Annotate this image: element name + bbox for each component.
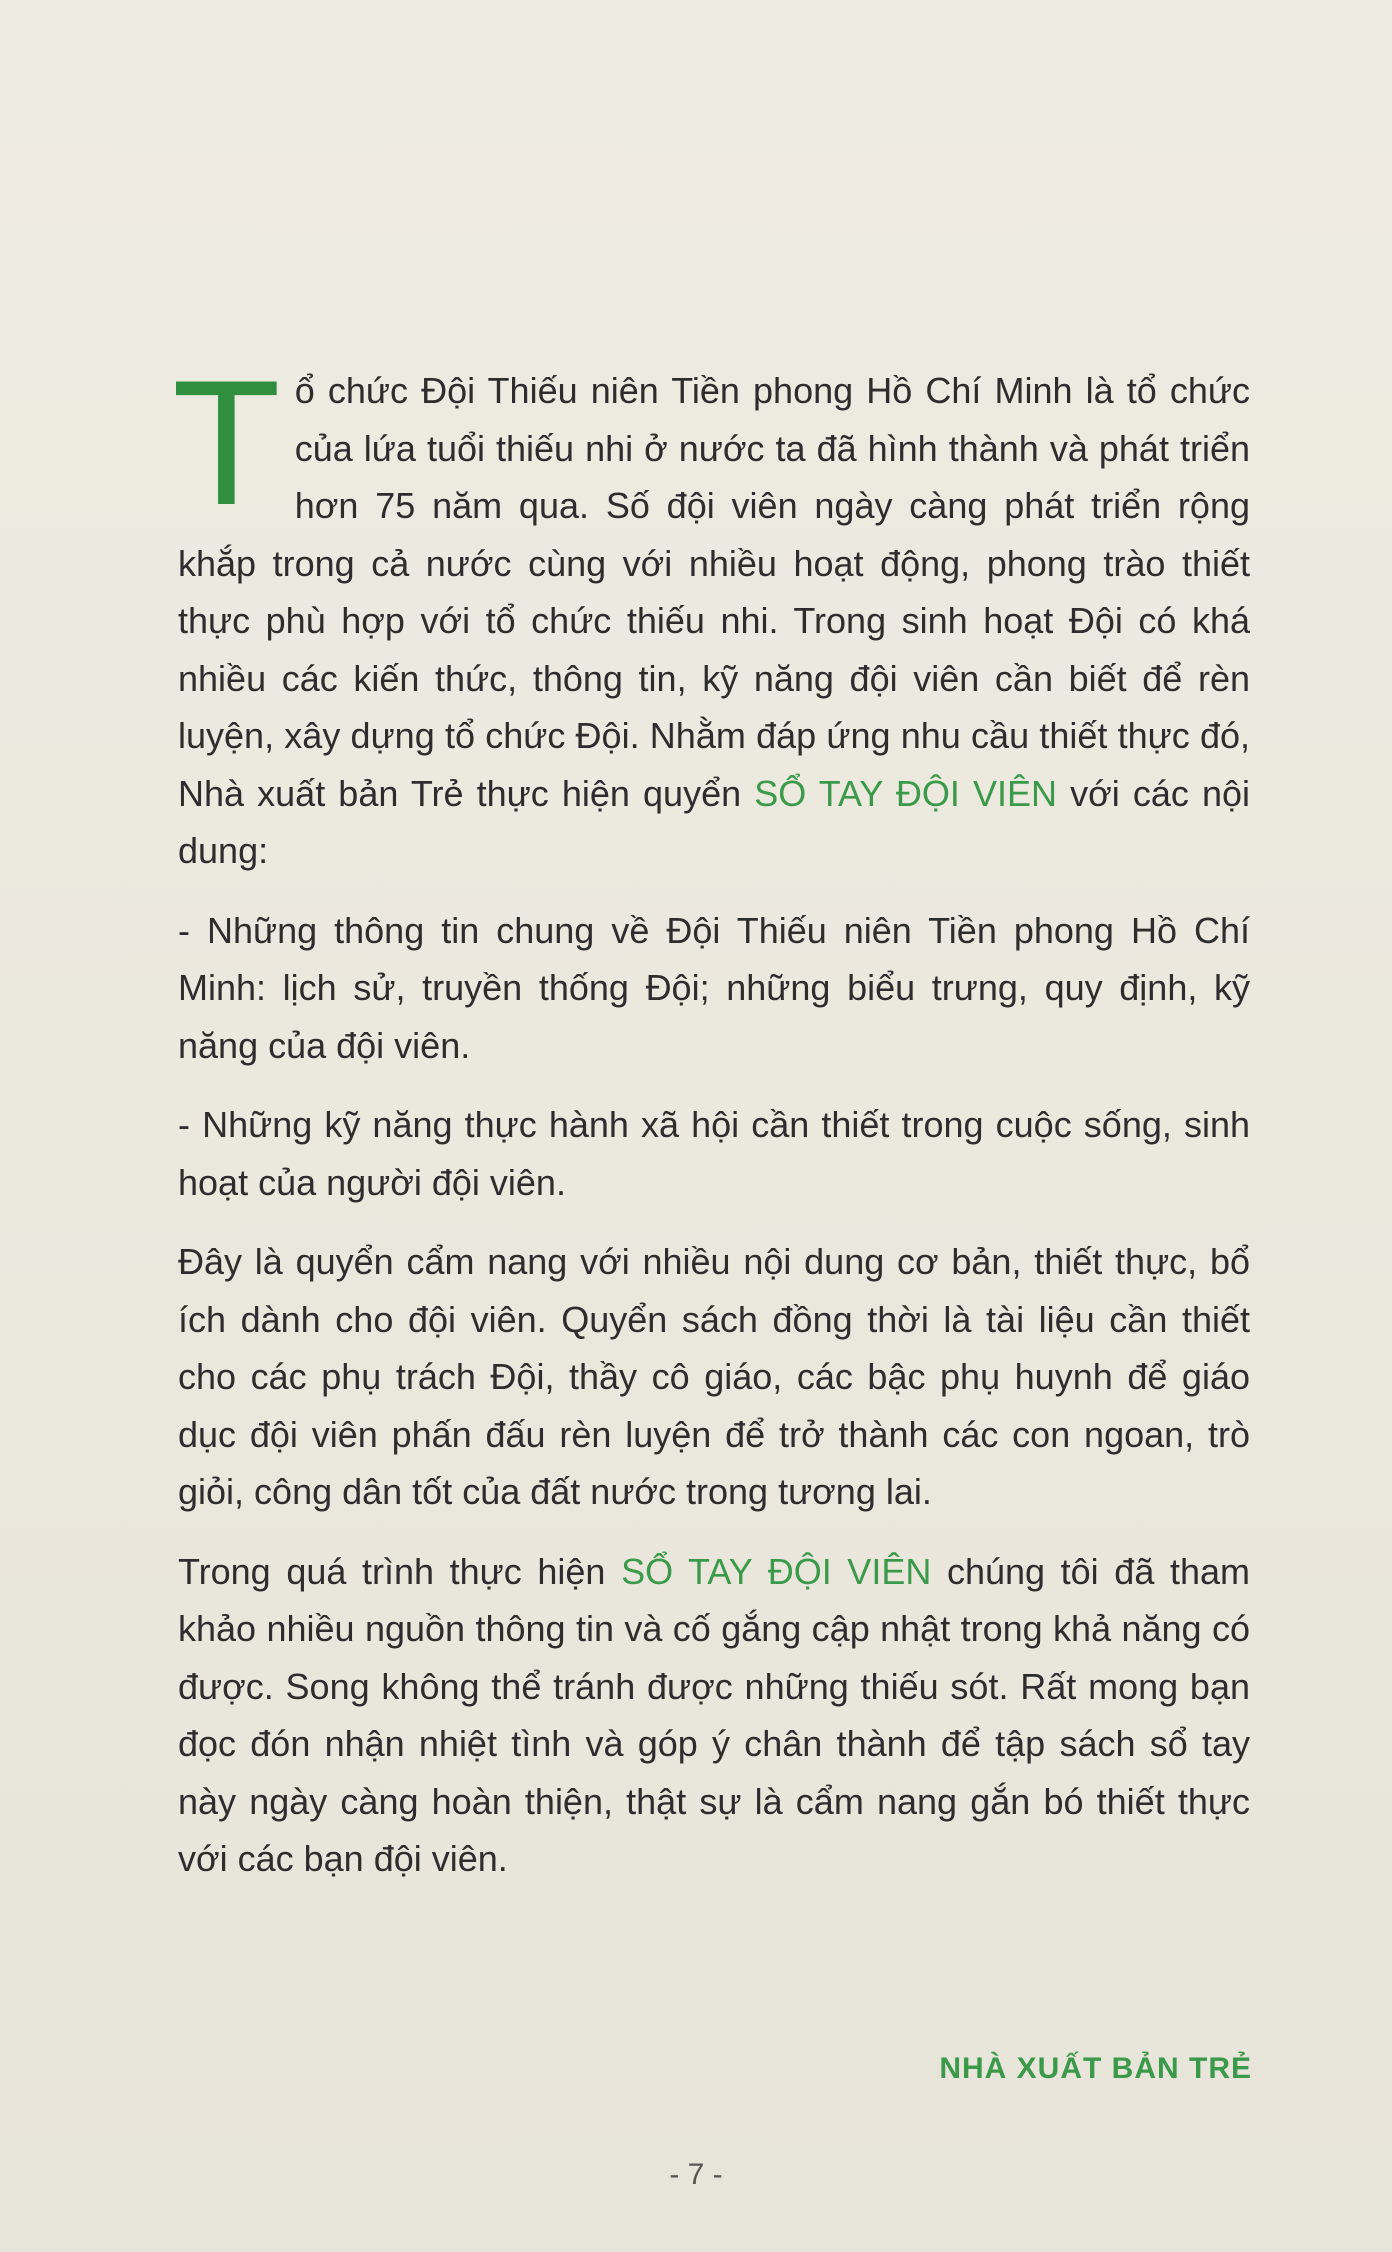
drop-cap: T (172, 343, 281, 542)
page-body (172, 343, 1250, 1910)
book-title-highlight: SỔ TAY ĐỘI VIÊN (754, 772, 1057, 814)
closing-paragraph (178, 1543, 1250, 1888)
publisher-signature: NHÀ XUẤT BẢN TRẺ (939, 2052, 1252, 2085)
page-number: - 7 - (669, 2158, 723, 2191)
bullet-item: - Những thông tin chung về Đội Thiếu niên Tiền phong Hồ Chí Minh: lịch sử, truyền thống Đội; những biểu trưng, quy định, kỹ năng của đội viên. (178, 909, 1250, 1066)
bullet-item: - Những kỹ năng thực hành xã hội cần thiết trong cuộc sống, sinh hoạt của người đội viên. (178, 1104, 1250, 1203)
book-title-highlight: SỔ TAY ĐỘI VIÊN (621, 1550, 932, 1592)
intro-paragraph (172, 343, 1250, 880)
closing-text-1: Trong quá trình thực hiện (178, 1550, 622, 1592)
intro-text-2: với các nội dung: (178, 772, 1250, 871)
handbook-paragraph: Đây là quyển cẩm nang với nhiều nội dung cơ bản, thiết thực, bổ ích dành cho đội viên. Quyển sách đồng thời là tài liệu cần thiết cho các phụ trách Đội, thầy cô giáo, các bậc phụ huynh để giáo dục đội viên phấn đấu rèn luyện để trở thành các con ngoan, trò giỏi, công dân tốt của đất nước trong tương lai. (178, 1241, 1250, 1512)
intro-text-1: ổ chức Đội Thiếu niên Tiền phong Hồ Chí Minh là tổ chức của lứa tuổi thiếu nhi ở nước ta đã hình thành và phát triển hơn 75 năm qua. Số đội viên ngày càng phát triển rộng khắp trong cả nước cùng với nhiều hoạt động, phong trào thiết thực phù hợp với tổ chức thiếu nhi. Trong sinh hoạt Đội có khá nhiều các kiến thức, thông tin, kỹ năng đội viên cần biết để rèn luyện, xây dựng tổ chức Đội. Nhằm đáp ứng nhu cầu thiết thực đó, Nhà xuất bản Trẻ thực hiện quyển (178, 370, 1250, 814)
closing-text-2: chúng tôi đã tham khảo nhiều nguồn thông tin và cố gắng cập nhật trong khả năng có được. Song không thể tránh được những thiếu sót. Rất mong bạn đọc đón nhận nhiệt tình và góp ý chân thành để tập sách sổ tay này ngày càng hoàn thiện, thật sự là cẩm nang gắn bó thiết thực với các bạn đội viên. (178, 1550, 1250, 1879)
